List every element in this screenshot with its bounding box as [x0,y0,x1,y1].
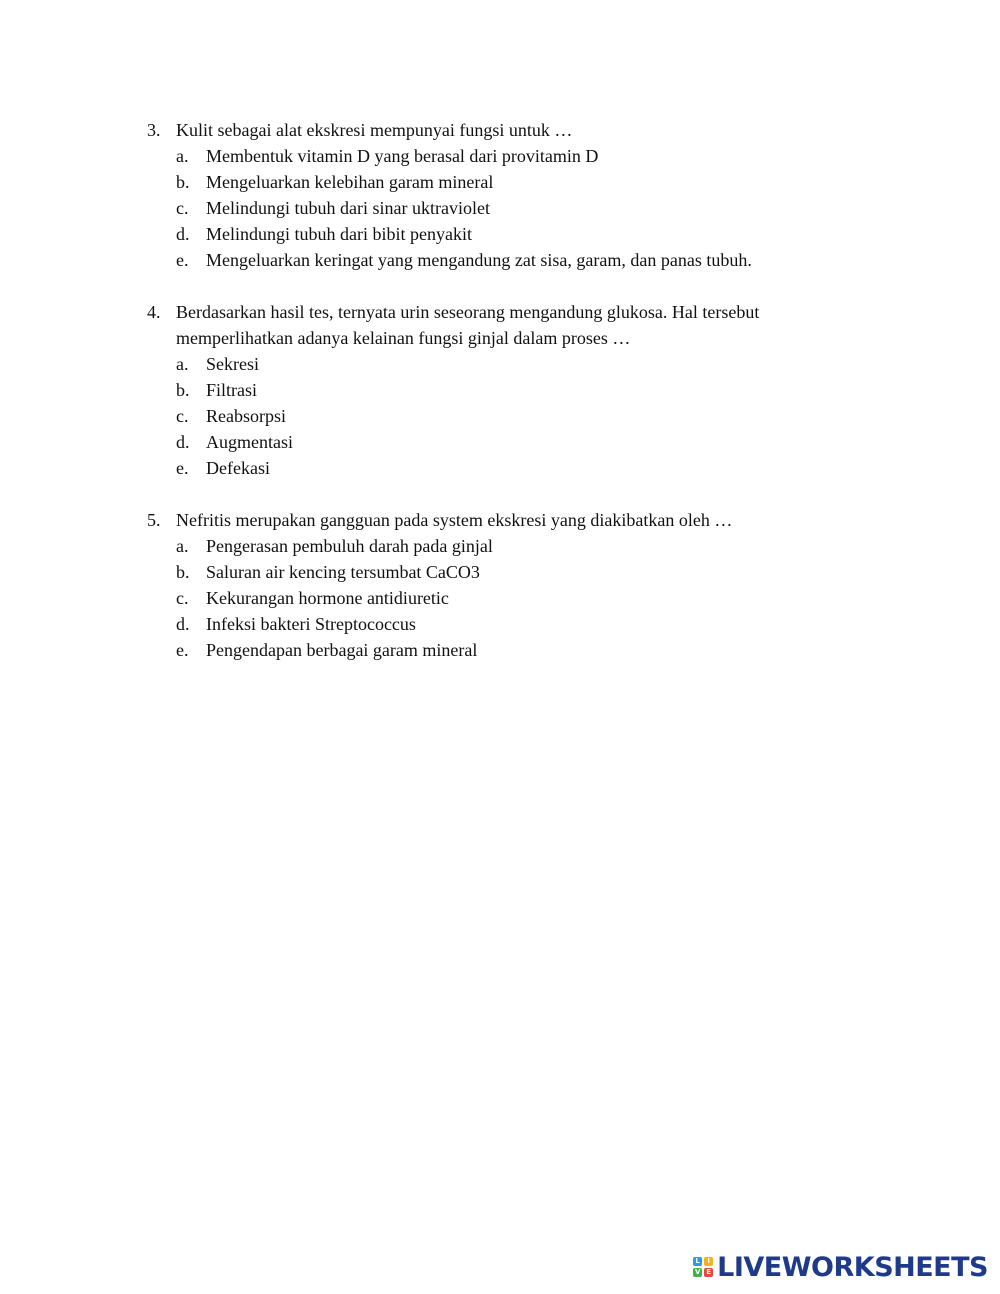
question-number: 3. [147,120,161,140]
logo-mark-icon [693,1257,713,1277]
logo-mark-cell: I [704,1257,713,1266]
answer-option-a[interactable] [176,533,847,559]
question-number: 4. [147,302,161,322]
answer-option-a[interactable] [176,351,847,377]
question-4 [147,299,847,481]
question-text: Kulit sebagai alat ekskresi mempunyai fungsi untuk … [176,120,573,140]
answer-option-d[interactable] [176,429,847,455]
option-letter: e. [176,458,189,478]
answer-options [147,351,847,481]
option-letter: d. [176,224,190,244]
logo-mark-cell: V [694,1268,701,1276]
question-3 [147,117,847,273]
option-letter: c. [176,588,189,608]
option-letter: a. [176,536,189,556]
option-letter: d. [176,614,190,634]
liveworksheets-logo [693,1252,988,1282]
question-text: Berdasarkan hasil tes, ternyata urin seseorang mengandung glukosa. Hal tersebut memperlihatkan adanya kelainan fungsi ginjal dalam proses … [176,302,760,348]
answer-option-c[interactable] [176,195,847,221]
option-text: Filtrasi [206,380,258,400]
option-letter: c. [176,406,189,426]
option-text: Pengerasan pembuluh darah pada ginjal [206,536,493,556]
answer-option-b[interactable] [176,377,847,403]
answer-option-e[interactable] [176,455,847,481]
answer-option-c[interactable] [176,585,847,611]
option-text: Pengendapan berbagai garam mineral [206,640,478,660]
option-text: Augmentasi [206,432,293,452]
answer-options [147,143,847,273]
option-letter: c. [176,198,189,218]
option-text: Infeksi bakteri Streptococcus [206,614,416,634]
answer-option-d[interactable] [176,611,847,637]
question-text: Nefritis merupakan gangguan pada system ekskresi yang diakibatkan oleh … [176,510,733,530]
option-letter: e. [176,640,189,660]
answer-option-a[interactable] [176,143,847,169]
answer-option-d[interactable] [176,221,847,247]
question-stem [147,299,847,351]
option-text: Saluran air kencing tersumbat CaCO3 [206,562,480,582]
option-letter: a. [176,354,189,374]
logo-wordmark: LIVEWORKSHEETS [717,1251,988,1283]
option-text: Membentuk vitamin D yang berasal dari provitamin D [206,146,599,166]
option-letter: b. [176,380,190,400]
question-number: 5. [147,510,161,530]
option-letter: a. [176,146,189,166]
option-letter: b. [176,562,190,582]
answer-option-c[interactable] [176,403,847,429]
question-5 [147,507,847,663]
question-list [147,117,847,689]
option-text: Sekresi [206,354,259,374]
logo-mark-cell: E [704,1268,713,1277]
question-stem [147,507,847,533]
answer-options [147,533,847,663]
option-letter: b. [176,172,190,192]
question-stem [147,117,847,143]
logo-mark-cell: L [693,1257,702,1266]
option-text: Mengeluarkan kelebihan garam mineral [206,172,494,192]
option-letter: e. [176,250,189,270]
option-text: Reabsorpsi [206,406,286,426]
answer-option-b[interactable] [176,559,847,585]
answer-option-e[interactable] [176,247,847,273]
option-text: Melindungi tubuh dari sinar uktraviolet [206,198,490,218]
option-text: Melindungi tubuh dari bibit penyakit [206,224,472,244]
option-text: Defekasi [206,458,270,478]
option-text: Mengeluarkan keringat yang mengandung zat sisa, garam, dan panas tubuh. [206,250,752,270]
answer-option-b[interactable] [176,169,847,195]
option-letter: d. [176,432,190,452]
option-text: Kekurangan hormone antidiuretic [206,588,449,608]
answer-option-e[interactable] [176,637,847,663]
